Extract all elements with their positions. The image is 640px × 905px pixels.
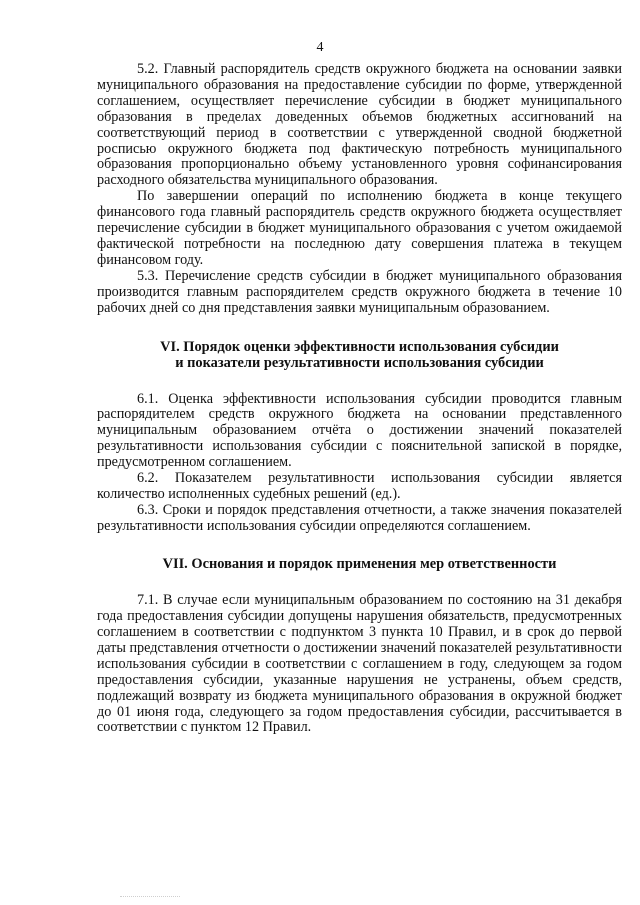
scan-artifact xyxy=(120,896,180,898)
paragraph-7-1: 7.1. В случае если муниципальным образованием по состоянию на 31 декабря года предоставления субсидии допущены нарушения обязательств, предусмотренных соглашением в соответствии с подпунктом 3 пункта 10 Правил, и в срок до первой даты представления отчетности о достижении значений показателей результативности использования субсидии в соответствии с соглашением в году, следующем за годом предоставления субсидии, указанные нарушения не устранены, объем средств, подлежащий возврату из бюджета муниципального образования в окружной бюджет до 01 июня года, следующего за годом предоставления субсидии, рассчитывается в соответствии с пунктом 12 Правил. xyxy=(97,592,622,736)
section-6-heading xyxy=(97,339,622,372)
document-body xyxy=(97,62,622,736)
section-7-heading: VII. Основания и порядок применения мер ответственности xyxy=(162,555,557,572)
page-number: 4 xyxy=(316,40,324,55)
paragraph-6-1: 6.1. Оценка эффективности использования субсидии проводится главным распорядителем средств окружного бюджета на основании представленного муниципальным образованием отчёта о достижении значений показателей результативности использования субсидии с пояснительной запиской в порядке, предусмотренном соглашением. xyxy=(97,390,622,471)
paragraph-5-2: 5.2. Главный распорядитель средств окружного бюджета на основании заявки муниципального образования на предоставление субсидии по форме, утвержденной соглашением, осуществляет перечисление субсидии в бюджет муниципального образования в пределах доведенных объемов бюджетных ассигнований на соответствующий период в соответствии с утвержденной сводной бюджетной росписью окружного бюджета под фактическую потребность муниципального образования пропорционально объему установленного уровня софинансирования расходного обязательства муниципального образования. xyxy=(97,61,622,189)
paragraph-5-2-continuation: По завершении операций по исполнению бюджета в конце текущего финансового года главный распорядитель средств окружного бюджета осуществляет перечисление субсидии в бюджет муниципального образования с учетом ожидаемой фактической потребности на последнюю дату совершения платежа в текущем финансовом году. xyxy=(97,188,622,268)
paragraph-5-3: 5.3. Перечисление средств субсидии в бюджет муниципального образования производится главным распорядителем средств окружного бюджета в течение 10 рабочих дней со дня представления заявки муниципальным образованием. xyxy=(97,267,622,316)
section-6-heading-line-2: и показатели результативности использования субсидии xyxy=(175,355,544,371)
section-6-heading-line-1: VI. Порядок оценки эффективности использования субсидии xyxy=(160,338,559,355)
paragraph-6-3: 6.3. Сроки и порядок представления отчетности, а также значения показателей результативности использования субсидии определяются соглашением. xyxy=(97,501,622,534)
paragraph-6-2: 6.2. Показателем результативности использования субсидии является количество исполненных судебных решений (ед.). xyxy=(97,470,622,502)
